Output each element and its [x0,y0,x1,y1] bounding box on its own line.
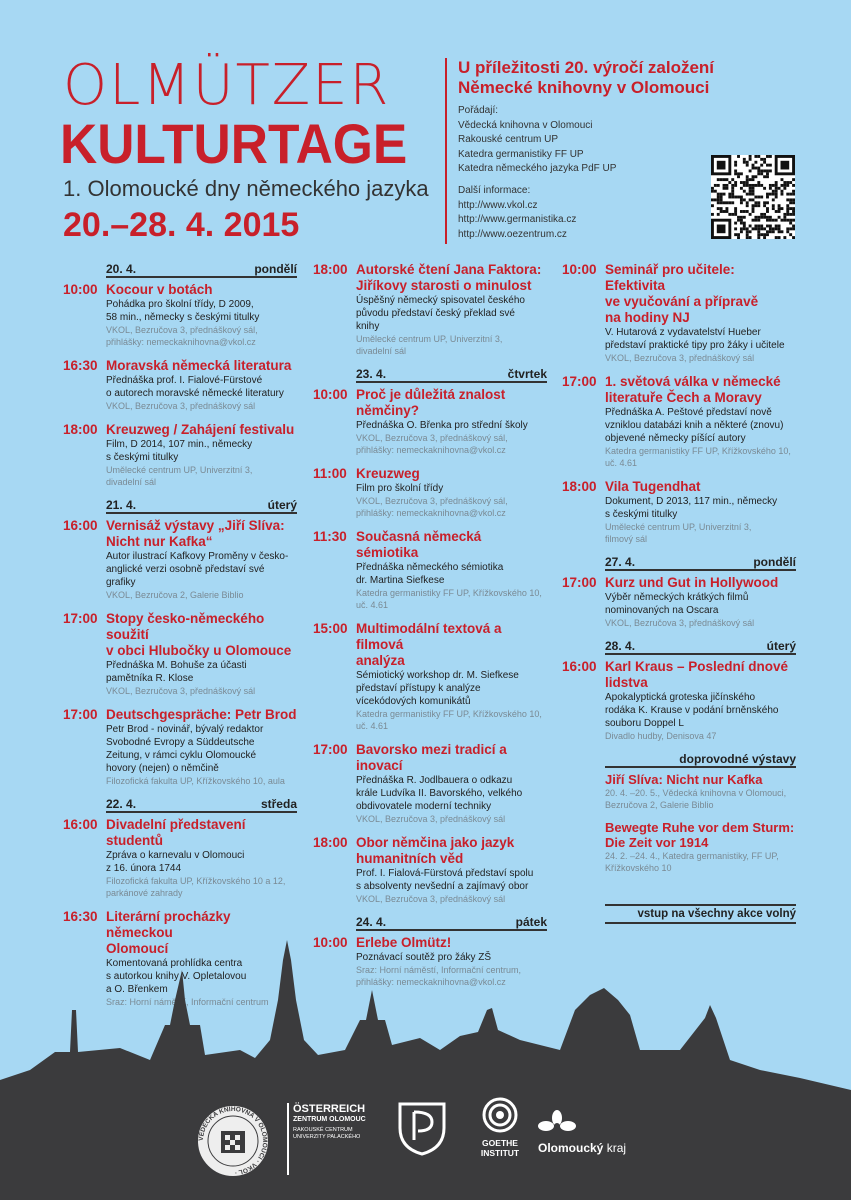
event-title: Kocour v botách [106,282,213,297]
event-venue: VKOL, Bezručova 3, přednáškový sál, [356,433,508,443]
organizer: Katedra německého jazyka PdF UP [458,163,617,174]
event-title: na hodiny NJ [605,310,690,325]
event-description: představí praktické tipy pro žáky i učitele [605,340,785,351]
exhibition-venue: Bezručova 2, Galerie Biblio [605,800,714,810]
event-time: 10:00 [313,935,348,950]
event-title: Vila Tugendhat [605,479,701,494]
event-venue: Filozofická fakulta UP, Křížkovského 10 a 12, [106,876,286,886]
vkol-ring-text: VĚDECKÁ KNIHOVNA V OLOMOUCI · VKOL · [197,1105,269,1176]
event-description: původu představí český překlad své [356,308,515,319]
event-venue: přihlášky: nemeckaknihovna@vkol.cz [356,508,506,518]
event-description: Petr Brod - novinář, bývalý redaktor [106,724,264,735]
event-time: 11:30 [313,529,347,544]
event-title: Stopy česko-německého soužití [106,611,265,642]
event-title: Multimodální textová a filmová [356,621,502,652]
exhibition-venue-block [605,850,796,874]
day-date: 22. 4. [106,797,137,811]
event-time: 17:00 [63,707,98,722]
exhibitions-label: doprovodné výstavy [679,752,796,766]
info-link[interactable]: http://www.oezentrum.cz [458,228,567,240]
day-header [106,262,297,278]
event-venue: VKOL, Bezručova 3, přednáškový sál [356,814,506,824]
event-description: a O. Břenkem [106,984,168,995]
day-name: čtvrtek [507,367,547,381]
event-venue: Umělecké centrum UP, Univerzitní 3, [605,522,752,532]
event-item [313,742,547,825]
olomoucky-kraj-logo [538,1110,678,1160]
day-name: pátek [515,915,547,929]
event-time: 15:00 [313,621,348,636]
event-item [313,262,547,357]
event-title: analýza [356,653,405,668]
event-description: Zpráva o karnevalu v Olomouci [106,850,245,861]
event-item [63,817,297,899]
event-item [313,466,547,519]
day-date: 23. 4. [356,367,387,381]
event-description: Film, D 2014, 107 min., německy [106,439,253,450]
event-venue: Umělecké centrum UP, Univerzitní 3, [106,465,253,475]
day-date: 20. 4. [106,262,137,276]
organizer: Katedra germanistiky FF UP [458,148,584,160]
event-venue: Umělecké centrum UP, Univerzitní 3, [356,334,503,344]
event-description: 58 min., německy s českými titulky [106,312,260,323]
event-venue: VKOL, Bezručova 3, přednáškový sál [106,401,256,411]
info-link[interactable]: http://www.germanistika.cz [458,214,577,225]
organizer: Vědecká knihovna v Olomouci [458,119,593,131]
event-item [313,835,547,905]
event-description: Výběr německých krátkých filmů [605,592,749,603]
event-venue: Katedra germanistiky FF UP, Křížkovského 10, [356,709,542,719]
event-time: 10:00 [562,262,597,277]
event-title: v obci Hlubočky u Olomouce [106,643,292,658]
event-venue: Sraz: Horní náměstí, Informační centrum, [356,965,522,975]
program-column-2 [313,262,547,998]
event-item [63,422,297,488]
event-description: V. Hutarová z vydavatelství Hueber [605,327,761,338]
goethe-line: GOETHE [482,1138,518,1148]
day-name: pondělí [254,262,297,276]
oez-line: RAKOUSKÉ CENTRUM [293,1127,353,1133]
day-date: 21. 4. [106,498,137,512]
event-description: Přednáška M. Bohuše za účasti [106,660,247,671]
event-description: Úspěšný německý spisovatel českého [356,295,525,306]
event-description: Přednáška A. Peštové představí nově [605,407,772,418]
olomouc-skyline-silhouette [0,940,851,1200]
event-time: 11:00 [313,466,347,481]
event-title: Kreuzweg / Zahájení festivalu [106,422,295,437]
osterreich-zentrum-logo [287,1103,373,1175]
day-header [605,639,796,655]
event-title: Deutschgespräche: Petr Brod [106,707,297,722]
kraj-text [538,1141,678,1155]
event-description: Přednáška R. Jodlbauera o odkazu [356,775,513,786]
event-title: humanitních věd [356,851,464,866]
event-title: Karl Kraus – Poslední dnové [605,659,789,674]
subtitle: 1. Olomoucké dny německého jazyka [63,176,429,201]
exhibitions-header [605,752,796,768]
day-date: 28. 4. [605,639,636,653]
event-time: 10:00 [313,387,348,402]
event-item [562,659,796,742]
event-time: 18:00 [63,422,98,437]
info-label: Další informace: [458,185,531,196]
event-description: krále Ludvíka II. Bavorského, velkého [356,788,523,799]
event-title: Bavorsko mezi tradicí a inovací [356,742,507,773]
event-description: Zeitung, v rámci cyklu Olomoucké [106,750,257,761]
event-title: literatuře Čech a Moravy [605,390,762,405]
event-description: rodáka K. Krause v podání brněnského [605,705,779,716]
day-name: úterý [766,639,796,653]
festival-dates: 20.–28. 4. 2015 [63,206,300,244]
event-item [63,282,297,348]
event-title: Literární procházky německou [106,909,231,940]
event-description: Přednáška prof. I. Fialové-Fürstové [106,375,263,386]
vkol-seal-logo-icon [195,1103,271,1179]
day-header [605,555,796,571]
event-venue: Filozofická fakulta UP, Křížkovského 10, aula [106,776,285,786]
oez-line: ZENTRUM OLOMOUC [293,1116,366,1123]
event-venue: přihlášky: nemeckaknihovna@vkol.cz [106,337,256,347]
event-title: Divadelní představení studentů [106,817,246,848]
event-time: 17:00 [313,742,348,757]
event-title: ve vyučování a přípravě [605,294,759,309]
event-time: 17:00 [562,575,597,590]
event-time: 18:00 [313,262,348,277]
day-header [356,915,547,931]
occasion-heading [458,58,714,98]
event-description: s absolventy nevšední a zajímavý obor [356,881,529,892]
organizer: Rakouské centrum UP [458,134,559,145]
title-olmutzer: OLMÜTZER [63,53,391,118]
event-venue: VKOL, Bezručova 3, přednáškový sál [356,894,506,904]
event-time: 16:00 [63,518,98,533]
organizers-block [458,104,616,177]
event-venue: Divadlo hudby, Denisova 47 [605,731,717,741]
event-item [63,707,297,787]
event-time: 16:00 [562,659,597,674]
goethe-institut-logo [475,1097,525,1167]
free-entry-note: vstup na všechny akce volný [605,904,796,924]
day-name: pondělí [753,555,796,569]
oez-line: ÖSTERREICH [293,1103,366,1115]
exhibition-title: Jiří Slíva: Nicht nur Kafka [605,772,763,787]
exhibition-title: Bewegte Ruhe vor dem Sturm: [605,820,795,835]
event-item [562,374,796,469]
event-time: 16:30 [63,358,98,373]
info-link[interactable]: http://www.vkol.cz [458,199,538,211]
event-venue: parkánové zahrady [106,888,183,898]
event-item [63,611,297,697]
info-block [458,184,576,242]
event-item [313,621,547,732]
header-divider [445,58,447,244]
event-time: 16:00 [63,817,98,832]
event-description: Komentovaná prohlídka centra [106,958,243,969]
event-description: Svobodné Evropy a Süddeutsche [106,737,255,748]
event-item [562,575,796,629]
event-venue: Katedra germanistiky FF UP, Křížkovského 10, [605,446,791,456]
qr-code-icon[interactable] [711,155,795,239]
event-title: Vernisáž výstavy „Jiří Slíva: [106,518,285,533]
event-description: s českými titulky [106,452,179,463]
event-description: Přednáška O. Břenka pro střední školy [356,420,528,431]
event-item [63,518,297,601]
event-title: Nicht nur Kafka“ [106,534,213,549]
occasion-line: U příležitosti 20. výročí založení [458,58,715,77]
event-title: Seminář pro učitele: Efektivita [605,262,735,293]
event-description: Prof. I. Fialová-Fürstová představí spolu [356,868,534,879]
exhibition-venue-block [605,787,796,811]
event-time: 16:30 [63,909,98,924]
event-description: nominovaných na Oscara [605,605,719,616]
event-description: Přednáška německého sémiotika [356,562,504,573]
occasion-line: Německé knihovny v Olomouci [458,78,710,97]
event-venue: VKOL, Bezručova 3, přednáškový sál [106,686,256,696]
day-name: středa [260,797,297,811]
event-venue: divadelní sál [356,346,407,356]
event-venue: VKOL, Bezručova 2, Galerie Biblio [106,590,244,600]
goethe-line: INSTITUT [480,1148,520,1158]
event-description: Film pro školní třídy [356,483,444,494]
exhibition-venue: 24. 2. –24. 4., Katedra germanistiky, FF UP, [605,851,779,861]
event-description: Dokument, D 2013, 117 min., německy [605,496,778,507]
event-title: lidstva [605,675,648,690]
event-title: Obor němčina jako jazyk [356,835,515,850]
exhibition-title: Die Zeit vor 1914 [605,835,709,850]
event-venue: VKOL, Bezručova 3, přednáškový sál, [106,325,258,335]
day-header [106,498,297,514]
day-header [356,367,547,383]
event-venue: uč. 4.61 [605,458,638,468]
event-description: Apokalyptická groteska jičínského [605,692,756,703]
event-description: grafiky [106,577,136,588]
palacky-university-logo-icon [392,1098,452,1158]
event-venue: filmový sál [605,534,648,544]
event-venue: VKOL, Bezručova 3, přednáškový sál [605,353,755,363]
event-title: Autorské čtení Jana Faktora: [356,262,542,277]
event-description: Poznávací soutěž pro žáky ZŠ [356,952,492,963]
event-description: knihy [356,321,380,332]
day-date: 24. 4. [356,915,387,929]
event-title: Moravská německá literatura [106,358,292,373]
kraj-light: kraj [603,1141,627,1155]
day-header [106,797,297,813]
event-description: souboru Doppel L [605,718,684,729]
event-title: Současná německá sémiotika [356,529,482,560]
event-description: představí přístupy k analýze [356,683,481,694]
flower-icon [538,1110,576,1140]
event-title: Kreuzweg [356,466,420,481]
event-title: Jiříkovy starosti o minulost [356,278,532,293]
event-venue: VKOL, Bezručova 3, přednáškový sál, [356,496,508,506]
event-item [63,358,297,412]
event-title: Olomoucí [106,941,169,956]
exhibition-venue: Křížkovského 10 [605,863,672,873]
event-description: vícekódových komunikátů [356,696,471,707]
event-venue: uč. 4.61 [356,600,389,610]
event-description: dr. Martina Siefkese [356,575,445,586]
event-venue: Katedra germanistiky FF UP, Křížkovského 10, [356,588,542,598]
event-description: hovory (nejen) o němčině [106,763,219,774]
event-description: o autorech moravské německé literatury [106,388,284,399]
event-title: němčiny? [356,403,420,418]
event-description: Pohádka pro školní třídy, D 2009, [106,299,254,310]
event-description: anglické verzi osobně představí své [106,564,265,575]
event-item [313,387,547,456]
event-description: Sémiotický workshop dr. M. Siefkese [356,670,519,681]
event-description: Autor ilustrací Kafkovy Proměny v česko- [106,551,289,562]
event-description: obdivovatele moderní techniky [356,801,492,812]
event-time: 18:00 [562,479,597,494]
event-time: 18:00 [313,835,348,850]
kraj-bold: Olomoucký [538,1141,604,1155]
event-venue: divadelní sál [106,477,157,487]
goethe-circle-icon [482,1097,518,1133]
event-description: s českými titulky [605,509,678,520]
event-venue: Sraz: Horní náměstí, Informační centrum [106,997,269,1007]
event-description: pamětníka R. Klose [106,673,194,684]
day-date: 27. 4. [605,555,636,569]
event-item [562,479,796,545]
event-description: s autorkou knihy V. Opletalovou [106,971,247,982]
event-title: Kurz und Gut in Hollywood [605,575,779,590]
title-kulturtage: KULTURTAGE [60,112,408,175]
event-item [313,529,547,611]
event-venue: přihlášky: nemeckaknihovna@vkol.cz [356,977,506,987]
event-description: z 16. února 1744 [106,863,182,874]
oez-line: UNIVERZITY PALACKÉHO [293,1134,361,1140]
day-name: úterý [267,498,297,512]
exhibition-venue: 20. 4. –20. 5., Vědecká knihovna v Olomouci, [605,788,787,798]
event-description: vzniklou databázi knih a některé (znovu) [605,420,784,431]
event-venue: VKOL, Bezručova 3, přednáškový sál [605,618,755,628]
event-time: 17:00 [63,611,98,626]
event-description: objevené německy píšící autory [605,433,746,444]
event-title: 1. světová válka v německé [605,374,781,389]
event-time: 10:00 [63,282,98,297]
program-column-3 [562,262,796,924]
event-venue: přihlášky: nemeckaknihovna@vkol.cz [356,445,506,455]
event-title: Erlebe Olmütz! [356,935,452,950]
event-item [562,262,796,364]
event-time: 17:00 [562,374,597,389]
event-venue: uč. 4.61 [356,721,389,731]
event-title: Proč je důležitá znalost [356,387,506,402]
organizers-label: Pořádají: [458,105,499,116]
program-column-1 [63,262,297,1018]
